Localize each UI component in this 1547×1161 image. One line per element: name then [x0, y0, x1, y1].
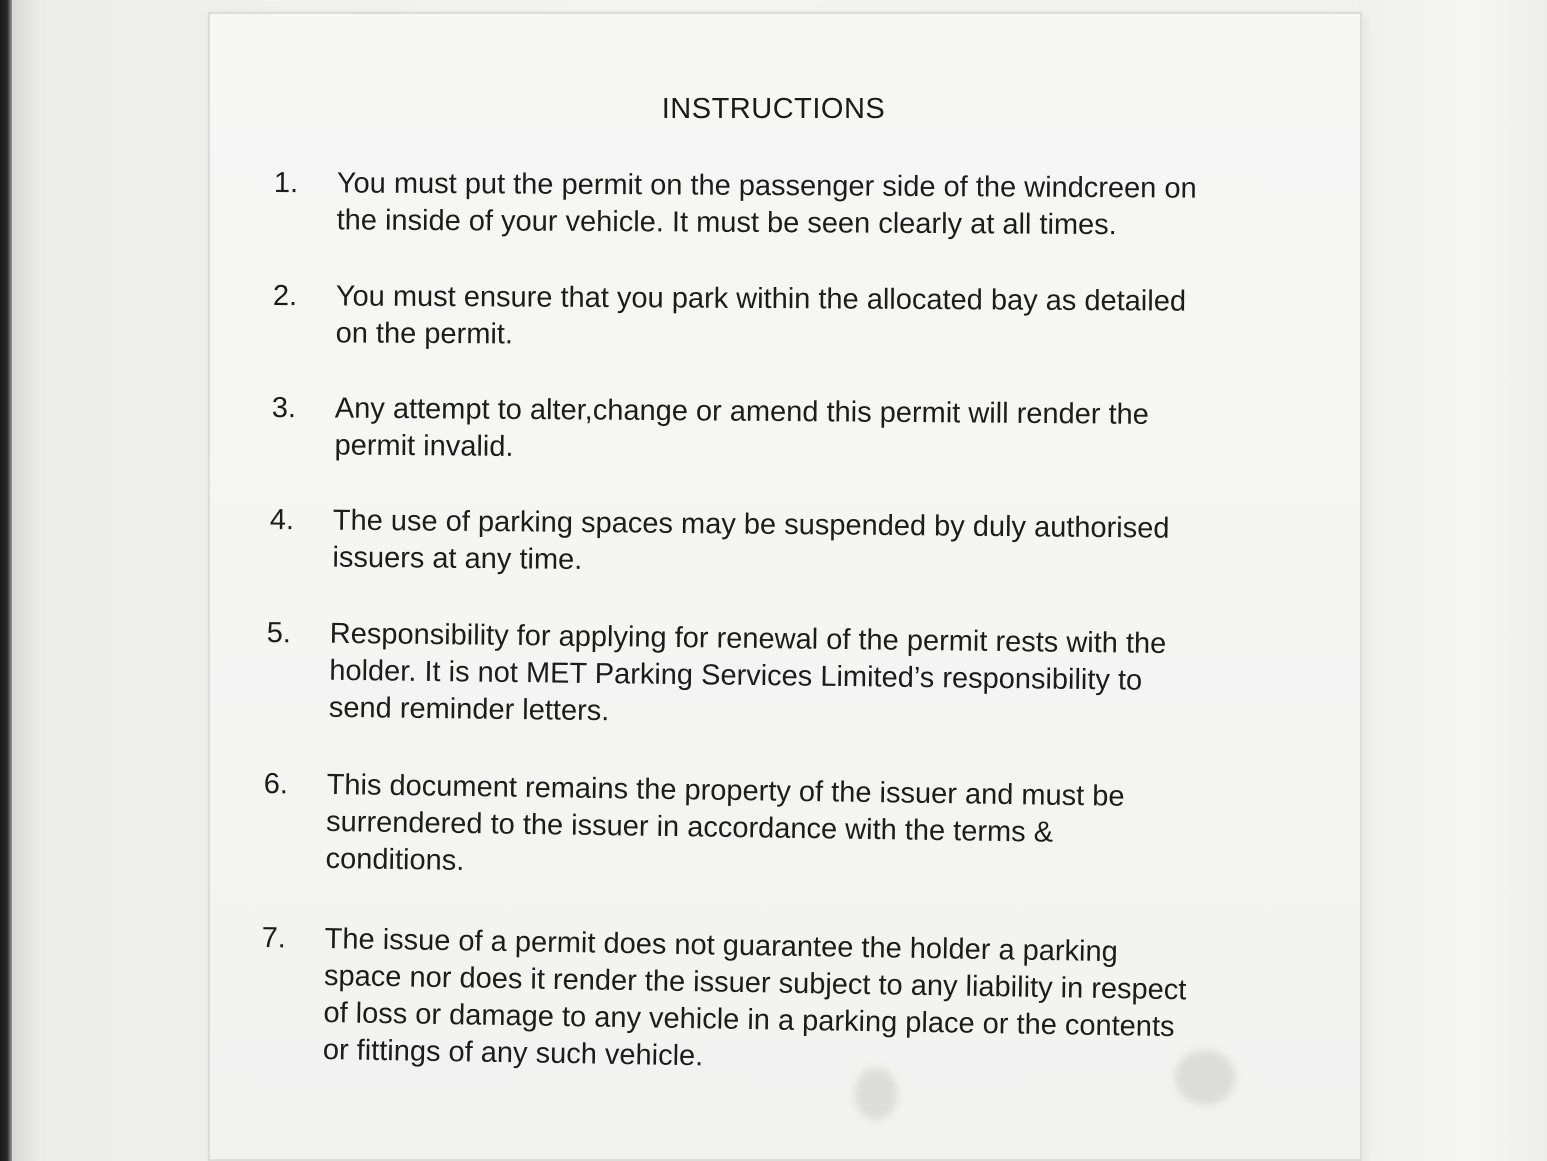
item-number: 4.	[269, 503, 295, 537]
text-line: The use of parking spaces may be suspended by duly authorised	[332, 504, 1170, 545]
text-line: You must ensure that you park within the allocated bay as detailed	[335, 280, 1187, 318]
text-line: or fittings of any such vehicle.	[322, 1034, 704, 1073]
text-line: conditions.	[325, 842, 465, 877]
board-shadow	[12, 0, 42, 1161]
text-line: the inside of your vehicle. It must be seen clearly at all times.	[336, 204, 1117, 242]
item-number: 3.	[271, 391, 297, 425]
item-text	[325, 767, 1287, 892]
text-line: on the permit.	[335, 317, 514, 351]
item-number: 2.	[272, 279, 298, 313]
text-line: of loss or damage to any vehicle in a parking place or the contents	[323, 997, 1175, 1044]
text-line: send reminder letters.	[328, 691, 610, 728]
item-number: 5.	[266, 616, 292, 650]
item-text	[336, 278, 1296, 358]
item-number: 1.	[273, 166, 299, 200]
text-line: Any attempt to alter,change or amend this permit will render the	[334, 392, 1149, 431]
text-line: space nor does it render the issuer subject to any liability in respect	[323, 960, 1187, 1007]
item-number: 7.	[261, 921, 287, 955]
text-line: This document remains the property of the issuer and must be	[326, 768, 1125, 813]
text-line: The issue of a permit does not guarantee the holder a parking	[324, 923, 1119, 969]
item-text	[334, 390, 1295, 472]
wall-right	[1358, 0, 1547, 1161]
item-text	[337, 165, 1297, 245]
text-line: issuers at any time.	[332, 541, 583, 576]
item-number: 6.	[263, 767, 289, 801]
text-line: Responsibility for applying for renewal of the permit rests with the	[329, 617, 1167, 660]
dark-frame-edge	[0, 0, 12, 1161]
text-line: permit invalid.	[334, 429, 514, 463]
text-line: surrendered to the issuer in accordance with the terms &	[325, 805, 1054, 849]
item-text	[332, 503, 1293, 586]
item-text	[323, 921, 1285, 1085]
item-text	[329, 616, 1290, 739]
page-title: INSTRUCTIONS	[661, 93, 886, 125]
text-line: You must put the permit on the passenger side of the windcreen on	[336, 167, 1197, 205]
text-line: holder. It is not MET Parking Services Limited’s responsibility to	[329, 654, 1143, 697]
